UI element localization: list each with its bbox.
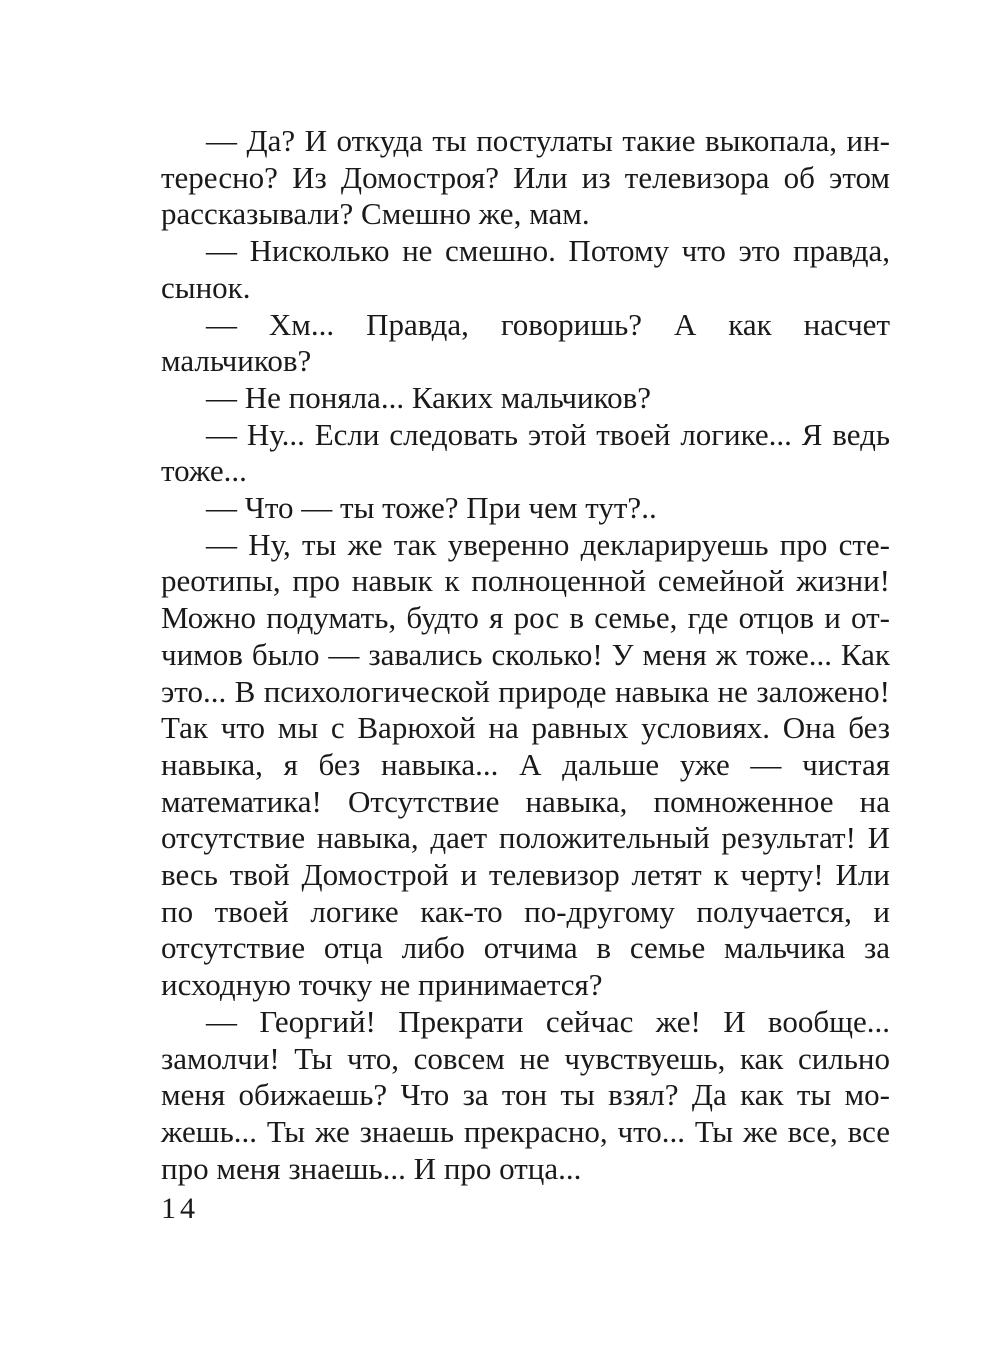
page-number: 14 xyxy=(161,1192,199,1225)
body-text xyxy=(161,123,890,1187)
paragraph-7: — Ну, ты же так уверенно декларируешь про стереотипы, про навык к полноценной семейной жизни! Можно подумать, будто я рос в семье, где отцов и отчимов было — завались сколько! У меня ж тоже... Как это... В психологической природе навыка не заложено! Так что мы с Варюхой на равных условиях. Она без навыка, я без навыка... А дальше уже — чистая математика! Отсутствие навыка, помноженное на отсутствие навыка, дает положительный результат! И весь твой Домострой и телевизор летят к черту! Или по твоей логике как-то по-другому получается, и отсутствие отца либо отчима в семье мальчика за исходную точку не принимается? xyxy=(161,526,890,1003)
paragraph-6: — Что — ты тоже? При чем тут?.. xyxy=(206,490,657,526)
paragraph-4: — Не поняла... Каких мальчиков? xyxy=(206,379,651,415)
paragraph-3: — Хм... Правда, говоришь? А как насчет мальчиков? xyxy=(161,306,890,379)
paragraph-5: — Ну... Если следовать этой твоей логике... Я ведь тоже... xyxy=(161,416,890,489)
paragraph-8: — Георгий! Прекрати сейчас же! И вообще... замолчи! Ты что, совсем не чувствуешь, как сильно меня обижаешь? Что за тон ты взял? Да как ты можешь... Ты же знаешь прекрасно, что... Ты же все, все про меня знаешь... И про отца... xyxy=(161,1003,890,1186)
paragraph-2: — Нисколько не смешно. Потому что это правда, сынок. xyxy=(161,233,890,305)
paragraph-1: — Да? И откуда ты постулаты такие выкопала, интересно? Из Домостроя? Или из телевизора об этом рассказывали? Смешно же, мам. xyxy=(161,123,890,232)
